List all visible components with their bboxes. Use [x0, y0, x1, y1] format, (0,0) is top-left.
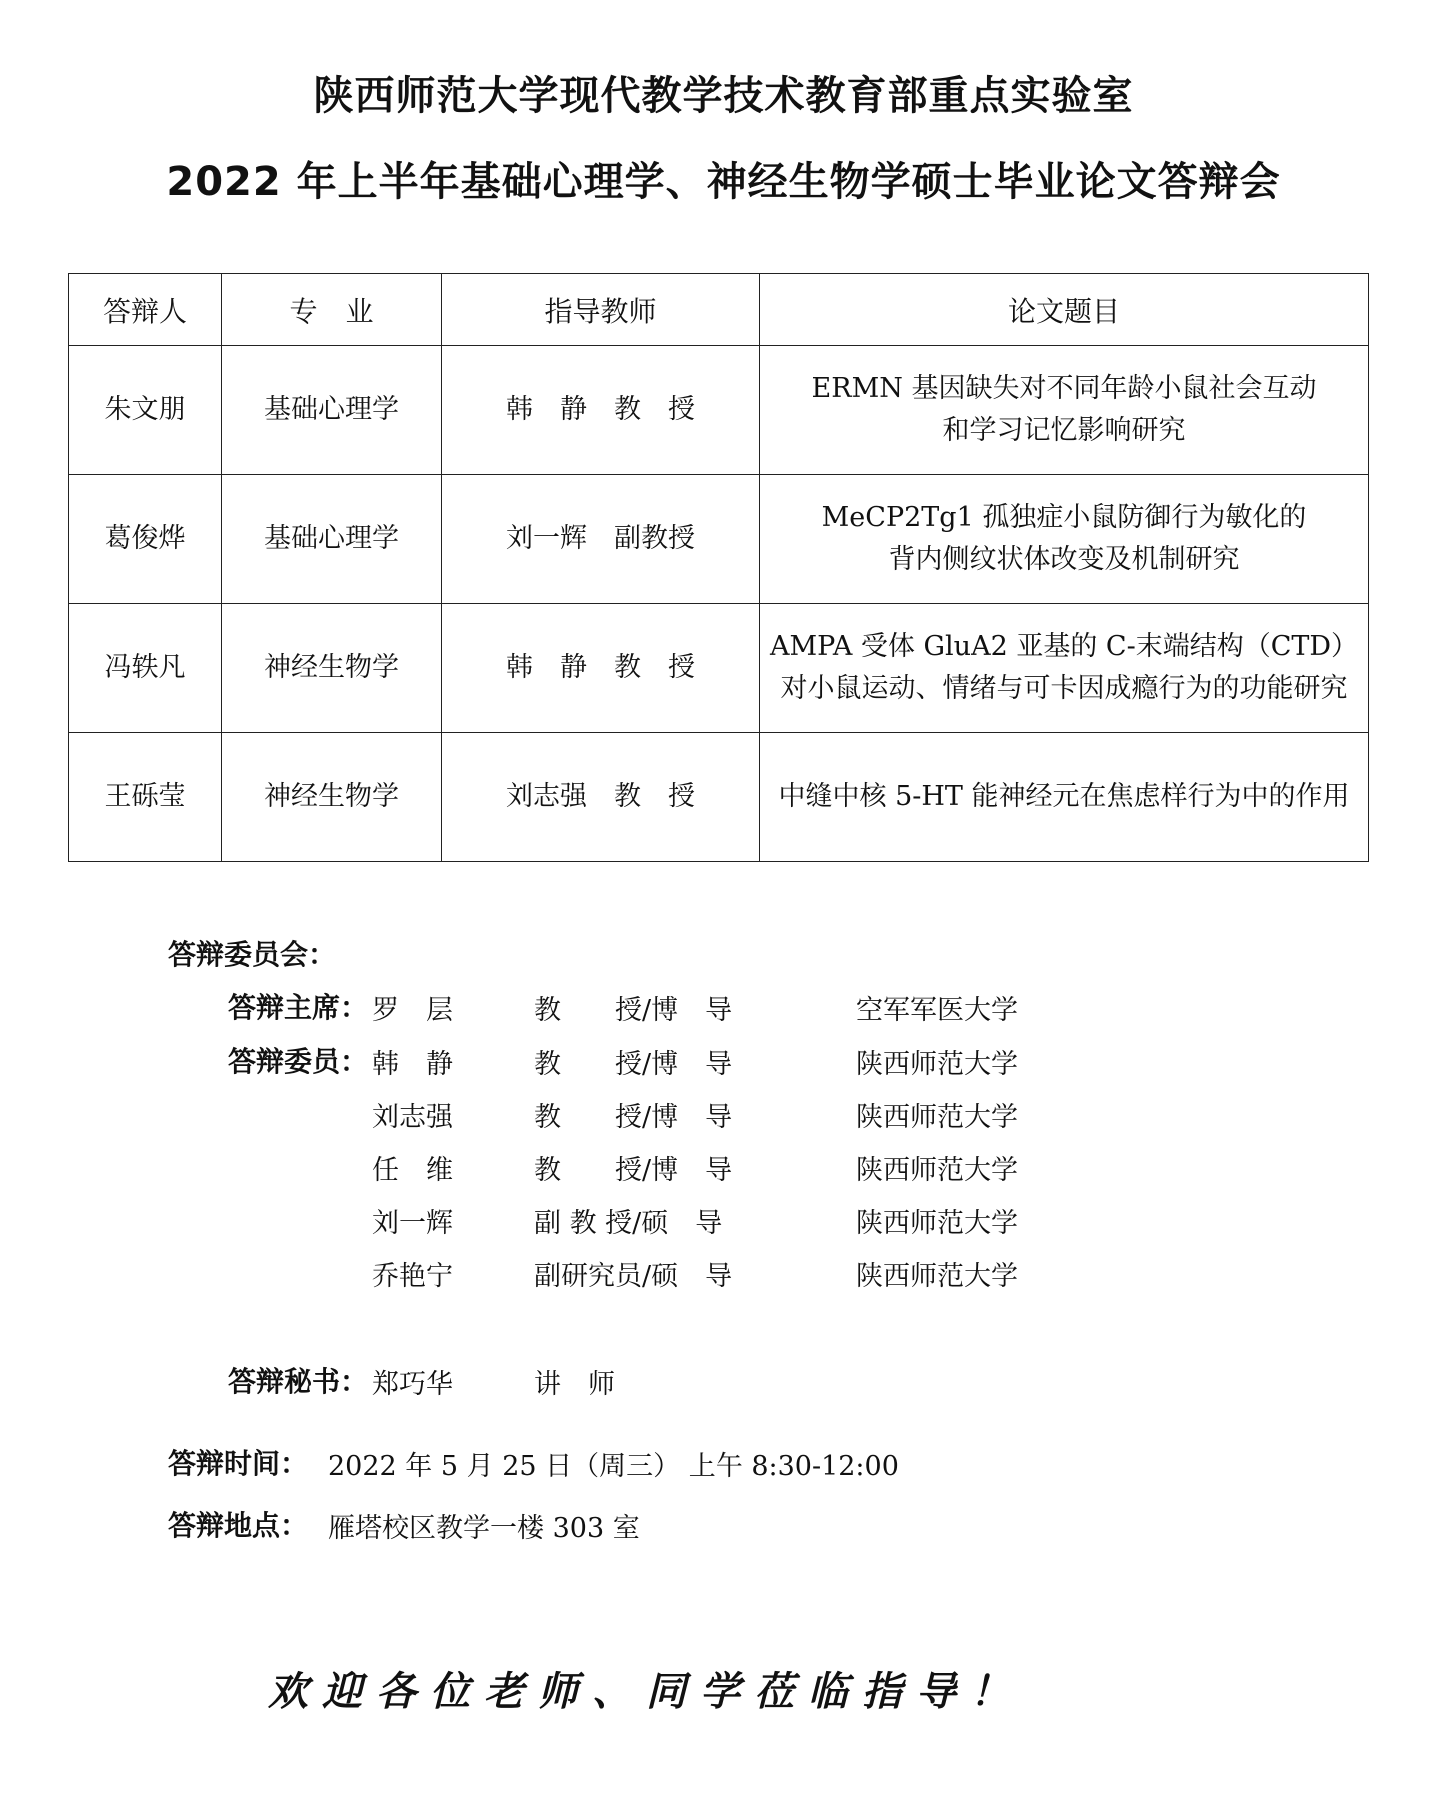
- member-name: 任 维: [372, 1155, 453, 1186]
- member-org: 陕西师范大学: [856, 1049, 1018, 1080]
- time-value: 2022 年 5 月 25 日（周三） 上午 8:30-12:00: [328, 1451, 899, 1482]
- cell-major: 神经生物学: [222, 733, 442, 862]
- member-title: 教 授/博 导: [534, 1102, 733, 1133]
- topic-line-1: ERMN 基因缺失对不同年龄小鼠社会互动: [811, 373, 1317, 404]
- secretary-label: 答辩秘书：: [228, 1365, 369, 1398]
- title-line-1: 陕西师范大学现代教学技术教育部重点实验室: [313, 73, 1134, 119]
- cell-topic: [760, 604, 1369, 733]
- member-org: 陕西师范大学: [856, 1155, 1018, 1186]
- member-org: 空军军医大学: [856, 995, 1018, 1026]
- chair-label: 答辩主席：: [228, 991, 369, 1024]
- title-line-2: 2022 年上半年基础心理学、神经生物学硕士毕业论文答辩会: [166, 159, 1281, 205]
- member-title: 教 授/博 导: [534, 1049, 733, 1080]
- cell-advisor: 韩 静 教 授: [442, 604, 760, 733]
- member-org: 陕西师范大学: [856, 1208, 1018, 1239]
- member-name: 韩 静: [372, 1049, 453, 1080]
- header-advisor: 指导教师: [442, 274, 760, 346]
- cell-name: 冯轶凡: [69, 604, 222, 733]
- cell-name: 葛俊烨: [69, 475, 222, 604]
- secretary-name: 郑巧华: [372, 1369, 453, 1400]
- topic-line-1: 中缝中核 5-HT 能神经元在焦虑样行为中的作用: [778, 781, 1350, 812]
- cell-advisor: 刘志强 教 授: [442, 733, 760, 862]
- member-title: 副 教 授/硕 导: [534, 1208, 723, 1239]
- cell-advisor: 韩 静 教 授: [442, 346, 760, 475]
- secretary-title: 讲 师: [534, 1369, 615, 1400]
- cell-name: 朱文朋: [69, 346, 222, 475]
- cell-topic: [760, 733, 1369, 862]
- header-topic: 论文题目: [760, 274, 1369, 346]
- members-label: 答辩委员：: [228, 1045, 369, 1078]
- topic-line-2: 和学习记忆影响研究: [942, 415, 1186, 446]
- member-title: 副研究员/硕 导: [534, 1261, 733, 1292]
- topic-line-1: AMPA 受体 GluA2 亚基的 C-末端结构（CTD）: [769, 631, 1359, 662]
- table-row: [69, 346, 1369, 475]
- table-row: [69, 604, 1369, 733]
- member-name: 乔艳宁: [372, 1261, 453, 1292]
- cell-major: 基础心理学: [222, 346, 442, 475]
- committee-heading: 答辩委员会：: [168, 938, 337, 971]
- welcome-message: 欢迎各位老师、同学莅临指导！: [268, 1668, 1024, 1715]
- defense-table: [68, 273, 1369, 862]
- member-name: 刘一辉: [372, 1208, 453, 1239]
- place-label: 答辩地点：: [168, 1509, 309, 1542]
- member-name: 罗 层: [372, 995, 453, 1026]
- header-major: 专 业: [222, 274, 442, 346]
- table-row: [69, 733, 1369, 862]
- cell-topic: [760, 346, 1369, 475]
- member-title: 教 授/博 导: [534, 995, 733, 1026]
- member-title: 教 授/博 导: [534, 1155, 733, 1186]
- place-value: 雁塔校区教学一楼 303 室: [328, 1513, 640, 1544]
- cell-advisor: 刘一辉 副教授: [442, 475, 760, 604]
- cell-topic: [760, 475, 1369, 604]
- member-org: 陕西师范大学: [856, 1261, 1018, 1292]
- cell-major: 基础心理学: [222, 475, 442, 604]
- table-header-row: [69, 274, 1369, 346]
- table-row: [69, 475, 1369, 604]
- cell-name: 王砾莹: [69, 733, 222, 862]
- topic-line-2: 背内侧纹状体改变及机制研究: [888, 544, 1240, 575]
- member-name: 刘志强: [372, 1102, 453, 1133]
- time-label: 答辩时间：: [168, 1447, 309, 1480]
- header-defender: 答辩人: [69, 274, 222, 346]
- cell-major: 神经生物学: [222, 604, 442, 733]
- topic-line-1: MeCP2Tg1 孤独症小鼠防御行为敏化的: [821, 502, 1307, 533]
- topic-line-2: 对小鼠运动、情绪与可卡因成瘾行为的功能研究: [780, 673, 1348, 704]
- member-org: 陕西师范大学: [856, 1102, 1018, 1133]
